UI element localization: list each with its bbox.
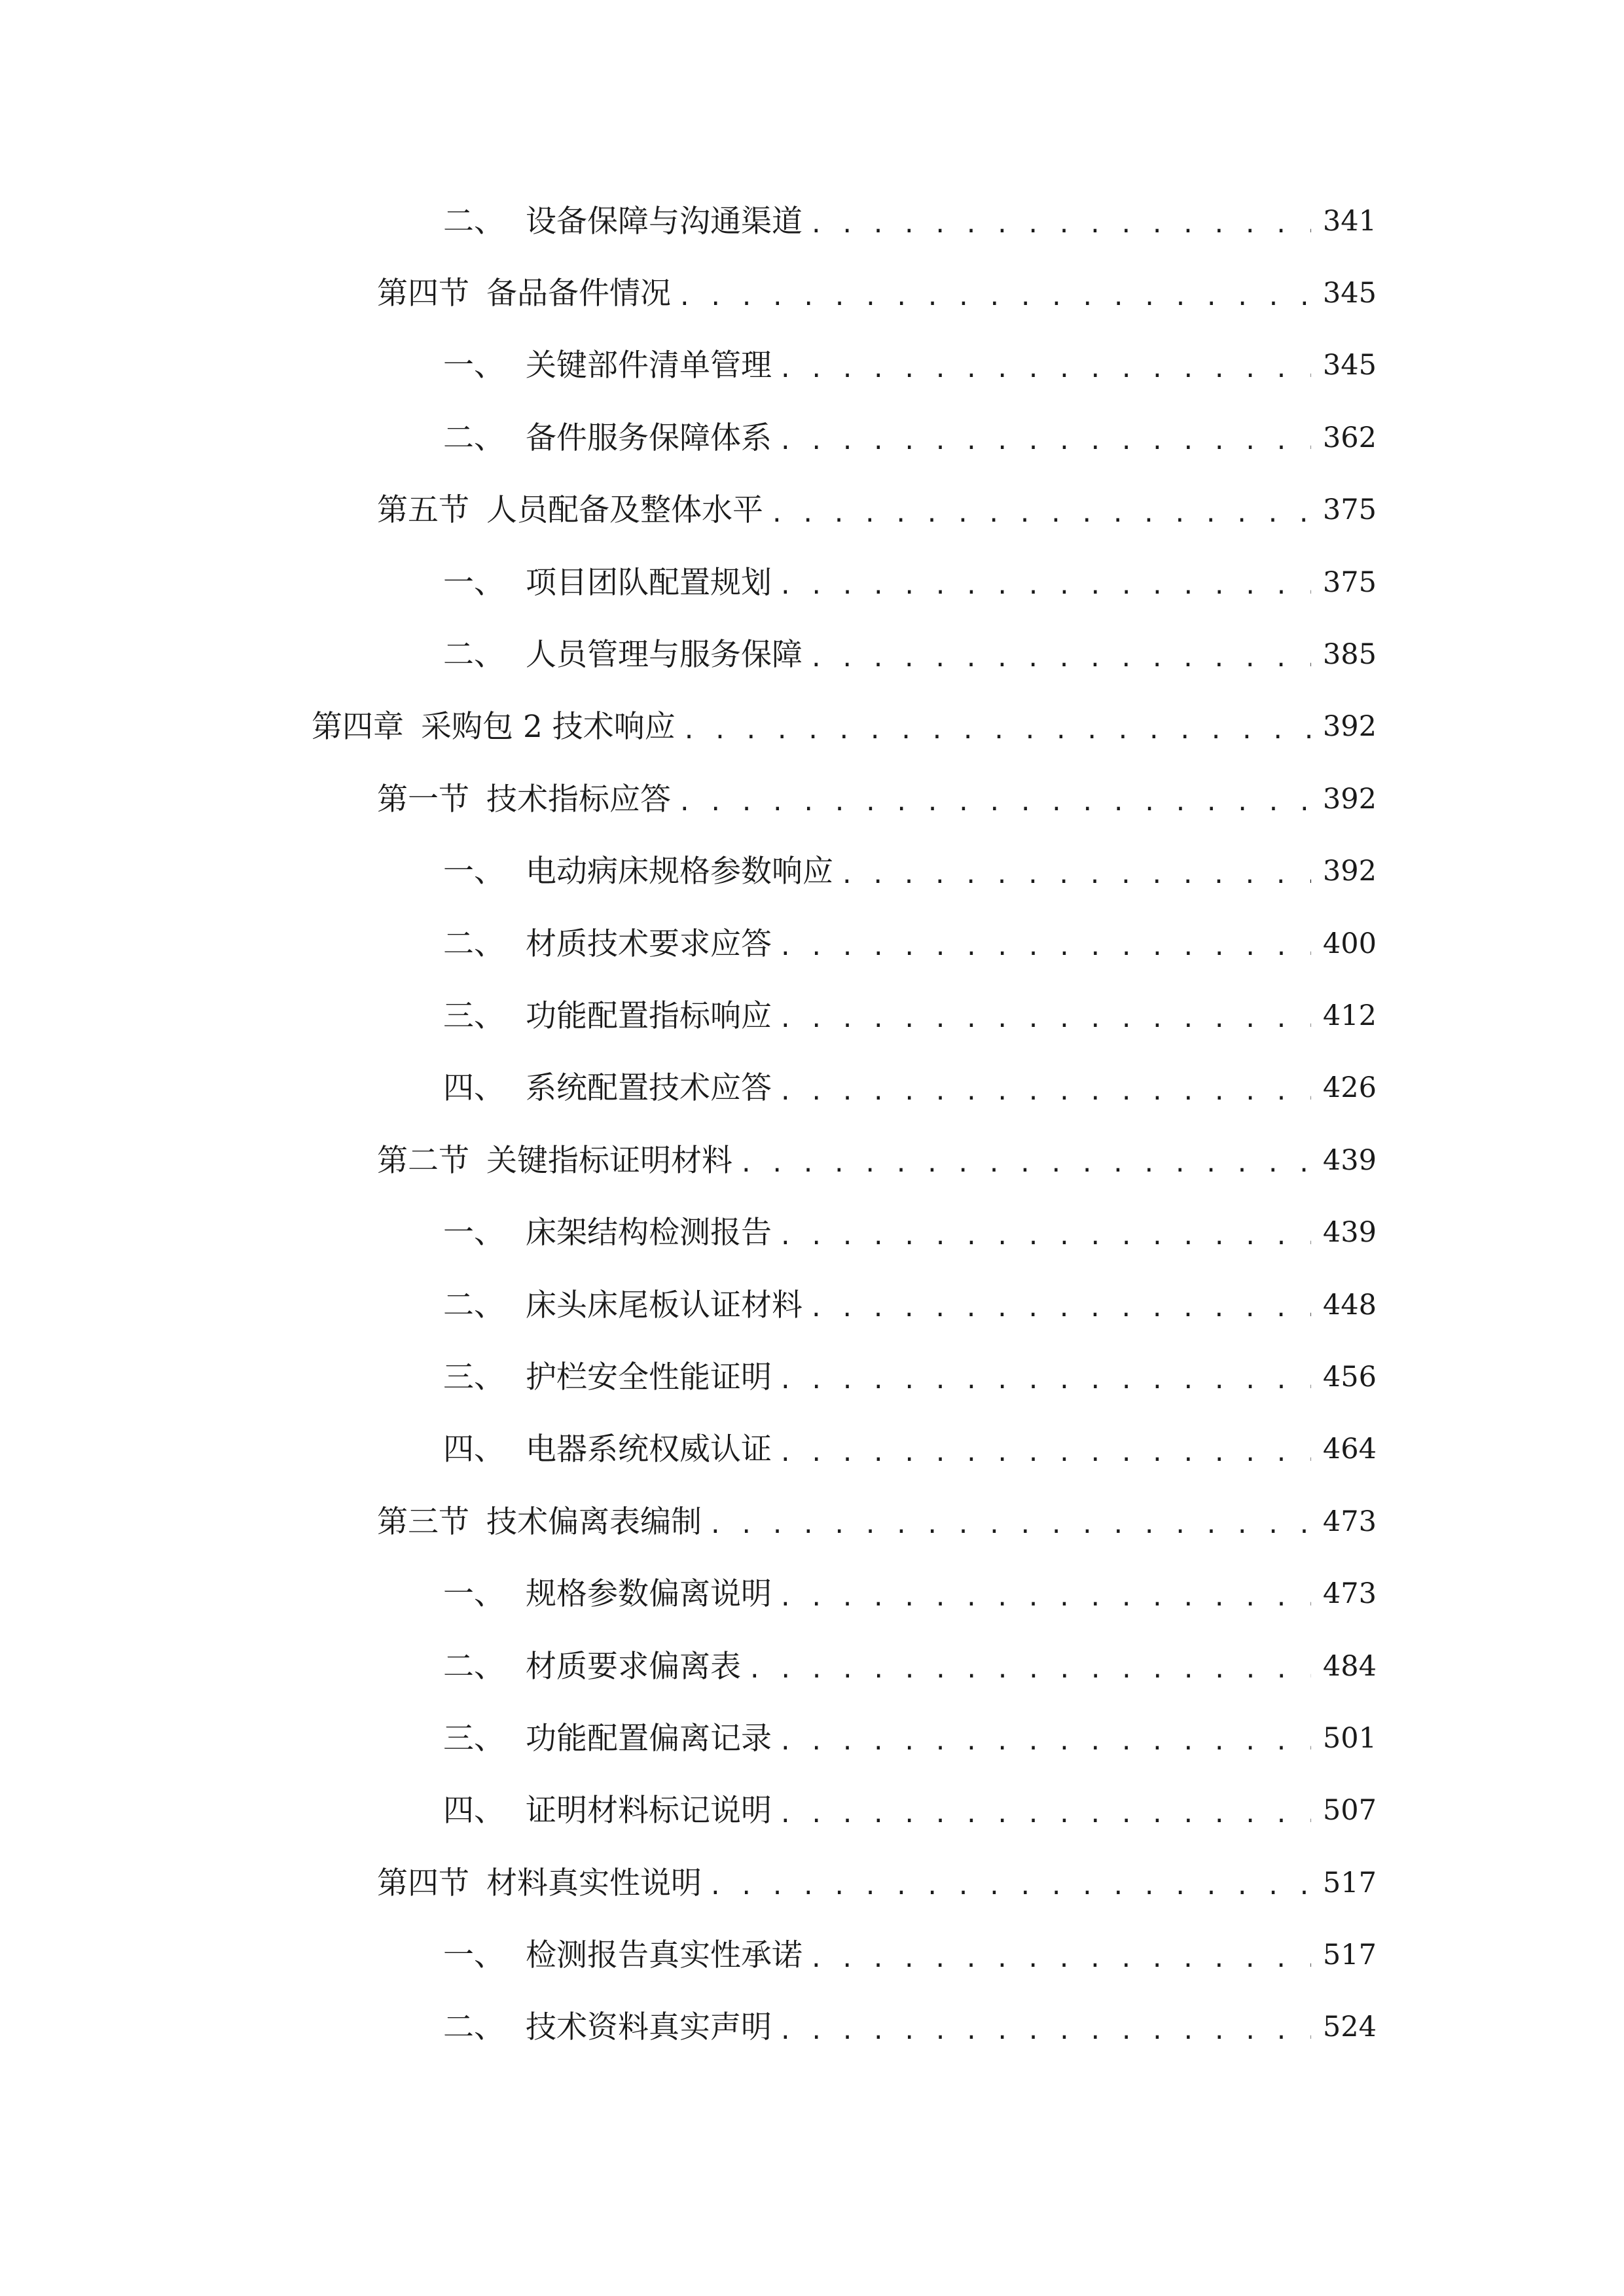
toc-entry-title: 床架结构检测报告 [526,1215,772,1251]
toc-entry-page: 385 [1322,638,1377,672]
toc-entry-page: 341 [1322,204,1377,238]
toc-entry-number: 二、 [443,925,505,962]
toc-entry[interactable] [0,763,1624,835]
toc-entry[interactable] [0,1847,1624,1919]
dot-leader [778,1081,1311,1104]
toc-entry-title: 材料真实性说明 [486,1865,702,1901]
toc-entry-title: 人员管理与服务保障 [526,637,803,673]
toc-entry-title: 检测报告真实性承诺 [526,1937,803,1974]
toc-entry-title: 功能配置偏离记录 [526,1720,772,1757]
toc-entry-number: 二、 [443,637,505,673]
toc-entry-title: 技术指标应答 [486,781,671,817]
toc-entry[interactable] [0,619,1624,691]
toc-entry-number: 四、 [443,1070,505,1107]
toc-entry-page: 448 [1322,1288,1377,1321]
toc-entry-title: 备件服务保障体系 [526,420,772,456]
toc-entry-number: 三、 [443,997,505,1034]
toc-entry-number: 第四节 [377,276,469,312]
toc-entry[interactable] [0,1414,1624,1486]
toc-entry[interactable] [0,1269,1624,1341]
toc-entry[interactable] [0,691,1624,763]
toc-entry[interactable] [0,1992,1624,2064]
toc-entry-page: 412 [1322,999,1377,1032]
toc-entry-number: 二、 [443,420,505,456]
toc-entry[interactable] [0,980,1624,1052]
toc-entry[interactable] [0,547,1624,619]
toc-entry-page: 400 [1322,927,1377,960]
toc-entry-page: 517 [1322,1866,1377,1899]
dot-leader [778,1008,1311,1031]
toc-entry-number: 二、 [443,203,505,240]
toc-entry-page: 456 [1322,1360,1377,1393]
toc-entry-number: 二、 [443,2009,505,2046]
toc-entry-page: 501 [1322,1721,1377,1755]
toc-entry-number: 二、 [443,1648,505,1685]
toc-entry-page: 507 [1322,1794,1377,1827]
dot-leader [809,1948,1311,1971]
toc-entry-number: 一、 [443,1576,505,1613]
toc-entry-page: 362 [1322,421,1377,454]
toc-entry-number: 一、 [443,348,505,384]
toc-entry-number: 三、 [443,1359,505,1395]
toc-entry-title: 关键指标证明材料 [486,1142,732,1179]
toc-entry-title: 功能配置指标响应 [526,997,772,1034]
toc-entry-page: 392 [1322,782,1377,816]
toc-entry[interactable] [0,1124,1624,1196]
toc-entry-number: 四、 [443,1431,505,1468]
dot-leader [778,1225,1311,1249]
toc-entry-title: 材质要求偏离表 [526,1648,741,1685]
toc-entry-page: 345 [1322,349,1377,382]
toc-entry-title: 护栏安全性能证明 [526,1359,772,1395]
toc-entry-title: 证明材料标记说明 [526,1793,772,1829]
dot-leader [778,936,1311,960]
toc-entry[interactable] [0,402,1624,474]
toc-entry-number: 第二节 [377,1142,469,1179]
toc-entry-title: 技术偏离表编制 [486,1503,702,1540]
toc-entry-number: 一、 [443,1937,505,1974]
toc-entry-number: 二、 [443,1287,505,1323]
toc-entry-page: 375 [1322,565,1377,599]
toc-entry-page: 392 [1322,710,1377,744]
toc-entry-number: 第四章 [312,709,404,745]
toc-entry[interactable] [0,1052,1624,1124]
toc-entry[interactable] [0,1702,1624,1774]
toc-entry[interactable] [0,330,1624,402]
dot-leader [748,1659,1311,1682]
dot-leader [809,647,1311,671]
toc-entry-page: 473 [1322,1505,1377,1538]
toc-entry-number: 一、 [443,564,505,601]
toc-entry-number: 第四节 [377,1865,469,1901]
toc-entry[interactable] [0,1341,1624,1413]
dot-leader [778,1369,1311,1393]
toc-entry-title: 电动病床规格参数响应 [526,853,833,890]
toc-entry[interactable] [0,185,1624,257]
toc-entry[interactable] [0,475,1624,547]
dot-leader [677,286,1311,310]
toc-entry-number: 一、 [443,853,505,890]
toc-entry-title: 规格参数偏离说明 [526,1576,772,1613]
table-of-contents [0,185,1624,2064]
toc-entry[interactable] [0,257,1624,329]
toc-entry[interactable] [0,1919,1624,1991]
dot-leader [770,503,1311,526]
toc-entry-page: 439 [1322,1216,1377,1249]
dot-leader [682,719,1311,743]
toc-entry-page: 439 [1322,1143,1377,1177]
toc-entry-title: 关键部件清单管理 [526,348,772,384]
dot-leader [809,213,1311,237]
toc-entry-page: 524 [1322,2011,1377,2044]
toc-entry-number: 第一节 [377,781,469,817]
toc-entry-title: 设备保障与沟通渠道 [526,203,803,240]
dot-leader [739,1153,1311,1176]
toc-entry-title: 技术资料真实声明 [526,2009,772,2046]
dot-leader [778,1442,1311,1465]
toc-entry-title: 系统配置技术应答 [526,1070,772,1107]
toc-entry[interactable] [0,836,1624,908]
toc-entry-page: 345 [1322,277,1377,310]
dot-leader [778,2020,1311,2043]
toc-entry-title: 采购包 2 技术响应 [421,709,676,745]
dot-leader [778,1803,1311,1827]
dot-leader [840,864,1311,888]
dot-leader [708,1514,1311,1537]
toc-entry-number: 第五节 [377,492,469,529]
toc-entry-page: 517 [1322,1939,1377,1972]
toc-entry-page: 426 [1322,1071,1377,1105]
toc-entry-title: 备品备件情况 [486,276,671,312]
dot-leader [778,430,1311,454]
toc-entry[interactable] [0,908,1624,980]
dot-leader [778,575,1311,598]
dot-leader [809,1297,1311,1321]
toc-entry-number: 一、 [443,1215,505,1251]
toc-entry[interactable] [0,1558,1624,1630]
dot-leader [778,1587,1311,1610]
toc-entry-page: 464 [1322,1433,1377,1466]
toc-entry-number: 三、 [443,1720,505,1757]
toc-entry[interactable] [0,1196,1624,1268]
toc-entry-number: 四、 [443,1793,505,1829]
toc-entry-title: 电器系统权威认证 [526,1431,772,1468]
toc-entry[interactable] [0,1775,1624,1847]
dot-leader [778,358,1311,382]
toc-entry-number: 第三节 [377,1503,469,1540]
toc-entry-page: 375 [1322,493,1377,527]
toc-entry-title: 人员配备及整体水平 [486,492,763,529]
toc-entry[interactable] [0,1630,1624,1702]
dot-leader [677,791,1311,815]
toc-entry-page: 484 [1322,1649,1377,1683]
toc-entry-title: 材质技术要求应答 [526,925,772,962]
toc-entry-page: 473 [1322,1577,1377,1611]
toc-entry-page: 392 [1322,855,1377,888]
dot-leader [708,1875,1311,1899]
toc-entry-title: 床头床尾板认证材料 [526,1287,803,1323]
toc-entry[interactable] [0,1486,1624,1558]
toc-entry-title: 项目团队配置规划 [526,564,772,601]
dot-leader [778,1731,1311,1754]
